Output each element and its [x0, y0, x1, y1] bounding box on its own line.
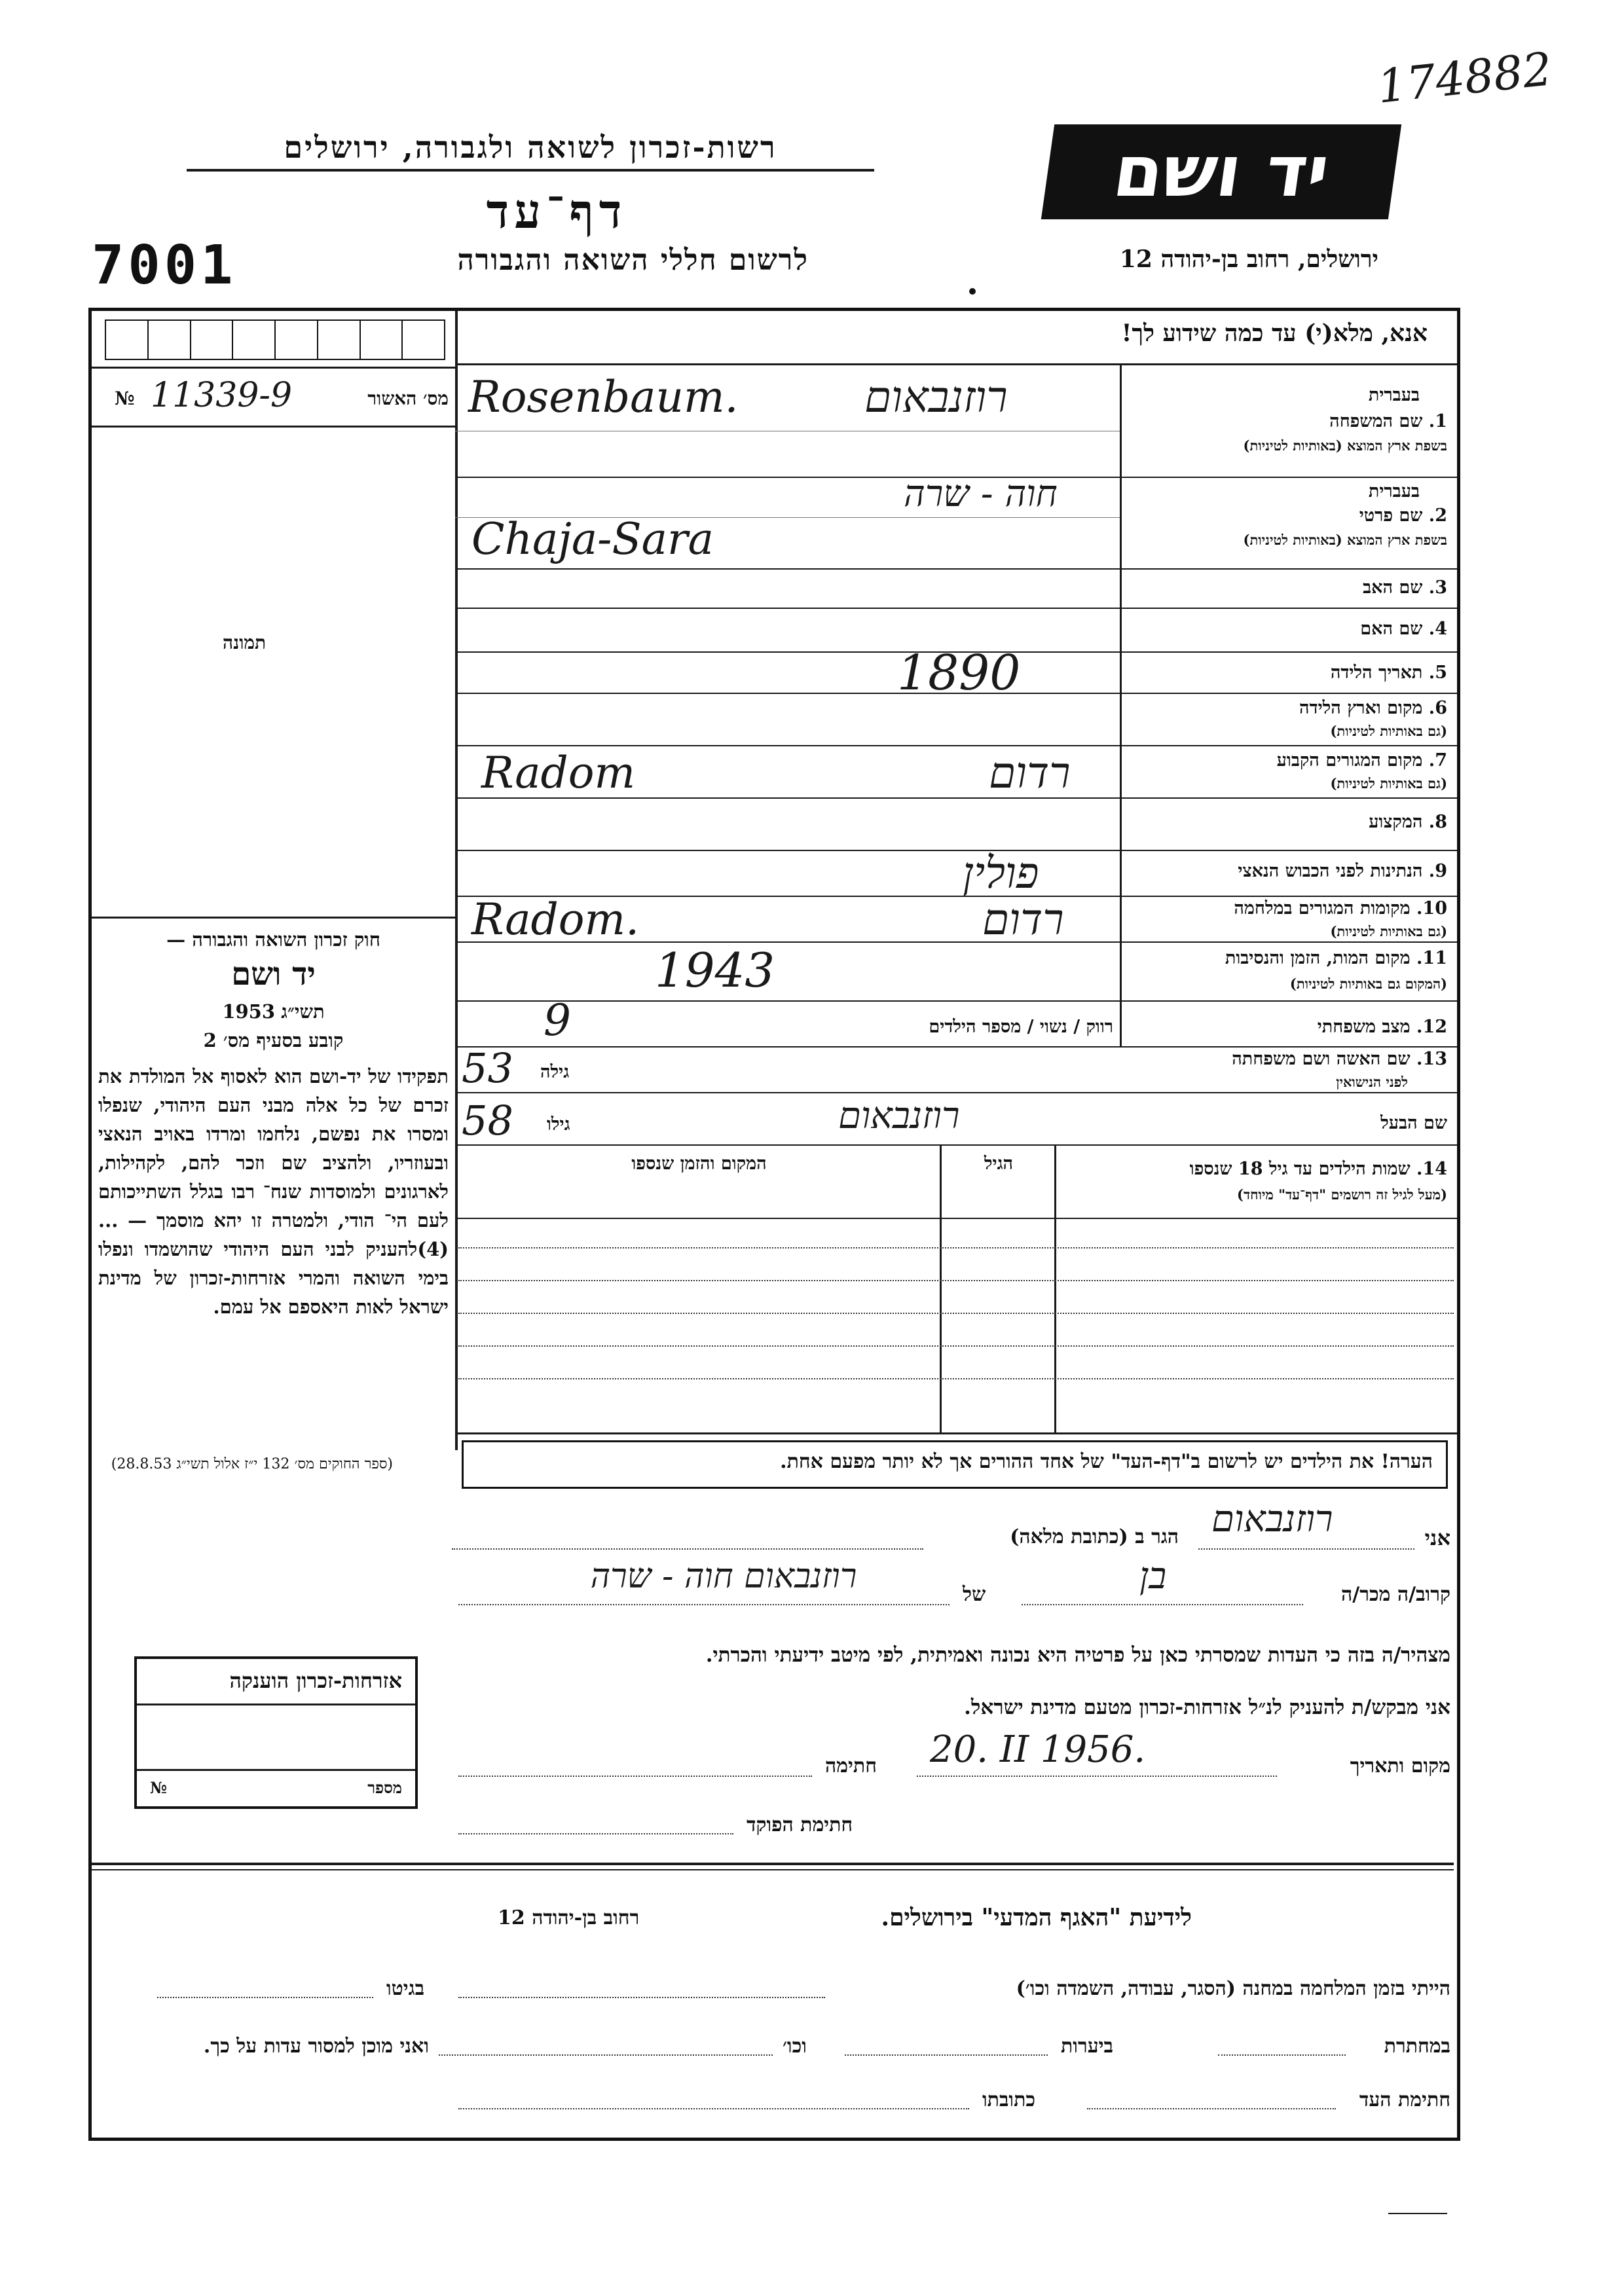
registration-field	[115, 376, 449, 420]
record-boxes	[105, 319, 445, 360]
wife-age[interactable]: 53	[462, 1044, 513, 1092]
field-1-sub-latin: בשפת ארץ המוצא (באותיות לטיניות)	[1243, 437, 1447, 454]
husband-name[interactable]: רוזנבאום	[838, 1095, 960, 1137]
residence-latin[interactable]: Radom	[481, 748, 636, 798]
husband-age-label: גילו	[547, 1114, 570, 1135]
declaration-request: אני מבקש/ת להעניק לנ״ל אזרחות-זכרון מטעם מדינת ישראל.	[964, 1696, 1450, 1719]
children-col-age: הגיל	[984, 1154, 1014, 1174]
field-11-label: 11. מקום המות, הזמן והנסיבות	[1225, 948, 1447, 968]
bottom-line3-b: כתובתו	[982, 2088, 1036, 2111]
field-2-sub-latin: בשפת ארץ המוצא (באותיות לטיניות)	[1243, 532, 1447, 548]
certificate-prefix: №	[150, 1778, 168, 1797]
birth-date[interactable]: 1890	[897, 645, 1021, 701]
children-col-divider-2	[940, 1144, 942, 1432]
first-name-hebrew[interactable]: חוה - שרה	[904, 473, 1058, 515]
rule-11	[455, 1000, 1457, 1002]
rule-14	[455, 1144, 1457, 1146]
logo-text: יד ושם	[1108, 131, 1335, 213]
field-4-label: 4. שם האם	[1360, 619, 1447, 639]
law-top-rule	[92, 917, 455, 919]
bottom-ghetto-fill	[157, 1997, 373, 1998]
children-count[interactable]: 9	[544, 995, 571, 1046]
bottom-line2-c: וכו׳	[783, 2035, 807, 2058]
signature-line	[458, 1776, 812, 1777]
wartime-residence-latin[interactable]: Radom.	[471, 894, 640, 945]
field-3-label: 3. שם האב	[1363, 577, 1447, 598]
resides-label: הגר ב (כתובת מלאה)	[1010, 1525, 1179, 1548]
husband-label: שם הבעל	[1380, 1113, 1447, 1133]
field-6-sub: (גם באותיות לטיניות)	[1330, 723, 1447, 739]
field-2-sub-he: בעברית	[1368, 481, 1420, 501]
field-9-label: 9. הנתינות לפני הכבוש הנאצי	[1238, 861, 1447, 881]
institution-line: רשות-זכרון לשואה ולגבורה, ירושלים	[284, 130, 777, 165]
bottom-etc-fill	[439, 2054, 773, 2056]
children-row-3	[458, 1313, 1454, 1314]
children-row-5	[458, 1378, 1454, 1379]
wartime-residence-hebrew[interactable]: רדום	[982, 894, 1064, 945]
rule-8	[455, 850, 1457, 851]
law-clause: קובע בסעיף מס׳ 2	[203, 1029, 344, 1051]
rule-6	[455, 745, 1457, 746]
officer-signature-label: חתימת הפוקד	[747, 1813, 853, 1836]
field-11-sub: (המקום גם באותיות לטיניות)	[1289, 975, 1447, 992]
registration-number: 11339-9	[151, 376, 293, 415]
signature-label: חתימה	[825, 1755, 877, 1777]
law-source: (ספר החוקים מס׳ 132 י״ז אלול תשי״ג 28.8.53)	[111, 1456, 393, 1472]
husband-age[interactable]: 58	[462, 1097, 513, 1144]
bottom-line1-label: הייתי בזמן המלחמה במחנה (הסגר, עבודה, השמדה וכו׳)	[1016, 1977, 1450, 2000]
bottom-title: לידיעת "האגף המדעי" בירושלים.	[881, 1904, 1192, 1931]
law-year-hebrew: תשי״ג	[281, 1000, 325, 1023]
certificate-title: אזרחות-זכרון הוענקה	[229, 1668, 402, 1693]
bottom-line1-fill	[458, 1997, 825, 1998]
declaration-i: אני	[1424, 1525, 1450, 1550]
law-name: יד ושם	[231, 956, 316, 993]
address-line	[452, 1548, 923, 1550]
bottom-separator-2	[92, 1869, 1454, 1870]
declarant-line	[1198, 1548, 1414, 1550]
field-1-sub-he: בעברית	[1368, 385, 1420, 405]
bottom-line2-d: ואני מוכן למסור עדות על כך.	[203, 2035, 429, 2058]
labels-divider	[1120, 363, 1122, 1048]
field-7-sub: (גם באותיות לטיניות)	[1330, 775, 1447, 792]
left-column-divider	[455, 311, 458, 1450]
form-subtitle: לרשום חללי השואה והגבורה	[457, 244, 809, 277]
intro-text: אנא, מלא(י) עד כמה שידוע לך!	[1121, 319, 1428, 347]
bottom-separator	[92, 1863, 1454, 1865]
children-header-rule	[455, 1218, 1457, 1219]
children-table-label: 14. שמות הילדים עד גיל 18 שנספו	[1189, 1159, 1447, 1179]
bottom-forests-fill	[845, 2054, 1048, 2056]
law-title: חוק זכרון השואה והגבורה —	[166, 928, 380, 951]
bottom-line2-b: ביערות	[1061, 2035, 1114, 2058]
children-col-divider-1	[1054, 1144, 1056, 1432]
field-10-label: 10. מקומות המגורים במלחמה	[1234, 898, 1447, 919]
field-13-label: 13. שם האשה ושם משפחתה	[1232, 1049, 1447, 1069]
declaration-statement: מצהיר/ה בזה כי העדות שמסרתי כאן על פרטיה היא נכונה ואמיתית, לפי מיטב ידיעתי והכרתי.	[705, 1643, 1450, 1667]
place-date-label: מקום ותאריך	[1350, 1755, 1450, 1777]
field-2-label: 2. שם פרטי	[1359, 505, 1447, 526]
relation[interactable]: בן	[1139, 1555, 1167, 1597]
rule-12	[455, 1046, 1457, 1048]
children-col-place: המקום והזמן שנספו	[631, 1154, 767, 1174]
bottom-address-fill	[458, 2108, 969, 2109]
field-7-label: 7. מקום המגורים הקבוע	[1276, 750, 1447, 771]
left-boxes-rule	[92, 367, 455, 369]
relation-line	[1022, 1604, 1303, 1605]
family-name-latin[interactable]: Rosenbaum.	[468, 372, 739, 422]
nationality[interactable]: פולין	[963, 848, 1039, 898]
form-title: דף־עד	[486, 183, 627, 239]
registration-label: מס׳ האשור	[367, 388, 449, 409]
law-year-row	[98, 1000, 449, 1023]
relative-label: קרוב/ה מכר/ה	[1341, 1583, 1450, 1606]
note-box	[462, 1440, 1448, 1489]
first-name-latin[interactable]: Chaja-Sara	[471, 514, 714, 564]
death-year[interactable]: 1943	[655, 943, 775, 998]
field-5-label: 5. תאריך הלידה	[1330, 663, 1447, 683]
bottom-line2-a: במחתרת	[1384, 2035, 1450, 2058]
of-label: של	[963, 1583, 986, 1606]
subject-line	[458, 1604, 950, 1605]
registration-prefix: №	[115, 388, 135, 409]
certificate-number-label: מספר	[367, 1778, 402, 1797]
marital-status-options: רווק / נשוי / מספר הילדים	[929, 1017, 1113, 1037]
field-12-label: 12. מצב משפחתי	[1317, 1017, 1447, 1037]
residence-hebrew[interactable]: רדום	[989, 748, 1071, 798]
institution-underline	[187, 169, 874, 172]
children-row-2	[458, 1280, 1454, 1281]
field-6-label: 6. מקום וארץ הלידה	[1299, 698, 1447, 718]
family-name-hebrew[interactable]: רוזנבאום	[864, 372, 1008, 422]
field-10-sub: (גם באותיות לטיניות)	[1330, 923, 1447, 939]
page-corner-mark	[1388, 2213, 1447, 2214]
bottom-underground-fill	[1218, 2054, 1346, 2056]
archive-number: 174882	[1375, 42, 1555, 114]
bottom-witness-fill	[1087, 2108, 1336, 2109]
header-dot	[969, 288, 976, 295]
field-13-sub: לפני הנישואין	[1336, 1074, 1408, 1090]
subject-name[interactable]: רוזנבאום חוה - שרה	[590, 1557, 857, 1596]
rule-2	[455, 568, 1457, 570]
bottom-address: רחוב בן-יהודה 12	[498, 1906, 640, 1929]
bottom-line1-end: בגיטו	[386, 1977, 425, 2000]
children-row-4	[458, 1345, 1454, 1347]
law-year: 1953	[222, 1000, 276, 1023]
form-code: 7001	[92, 234, 237, 297]
rule-13	[455, 1092, 1457, 1093]
children-table-sub: (מעל לגיל זה רושמים "דף־עד" מיוחד)	[1237, 1186, 1447, 1203]
declarant-name[interactable]: רוזנבאום	[1211, 1498, 1333, 1540]
law-text: תפקידו של יד-ושם הוא לאסוף אל המולדת את זכרם של כל אלה מבני העם היהודי, שנפלו ומסרו את נפשם, נלחמו ומרדו באויב הנאצי ובעוזריו, ולהציב שם וזכר להם, לקהילות, לארגונים ולמוסדות שנח־ רבו בגלל השתייכותם לעם הי־ הודי, ולמטרה זו יהא מוסמך — ...(4)להעניק לבני העם היהודי שהושמדו ונפלו בימי השואה והמרי אזרחות-זכרון של מדינת ישראל לאות היאספם אל עמם.	[98, 1065, 449, 1318]
bottom-line3-a: חתימת העד	[1359, 2088, 1450, 2111]
field-1-label: 1. שם המשפחה	[1329, 411, 1447, 431]
wife-age-label: גילה	[540, 1062, 570, 1082]
field-8-label: 8. המקצוע	[1369, 812, 1447, 832]
children-bottom-rule	[455, 1432, 1457, 1434]
children-row-1	[458, 1247, 1454, 1248]
registration-rule	[92, 426, 455, 428]
photo-label: תמונה	[223, 632, 267, 653]
place-date-line	[917, 1776, 1277, 1777]
officer-line	[458, 1833, 733, 1834]
yad-vashem-logo	[1041, 124, 1401, 219]
declaration-date[interactable]: 20. II 1956.	[930, 1728, 1146, 1771]
intro-row-rule	[455, 363, 1457, 365]
header-address: ירושלים, רחוב בן-יהודה 12	[1119, 246, 1378, 273]
note-text: הערה! את הילדים יש לרשום ב"דף-העד" של אחד ההורים אך לא יותר מפעם אחת.	[780, 1450, 1433, 1473]
certificate-box	[134, 1656, 418, 1809]
rule-3	[455, 608, 1457, 609]
